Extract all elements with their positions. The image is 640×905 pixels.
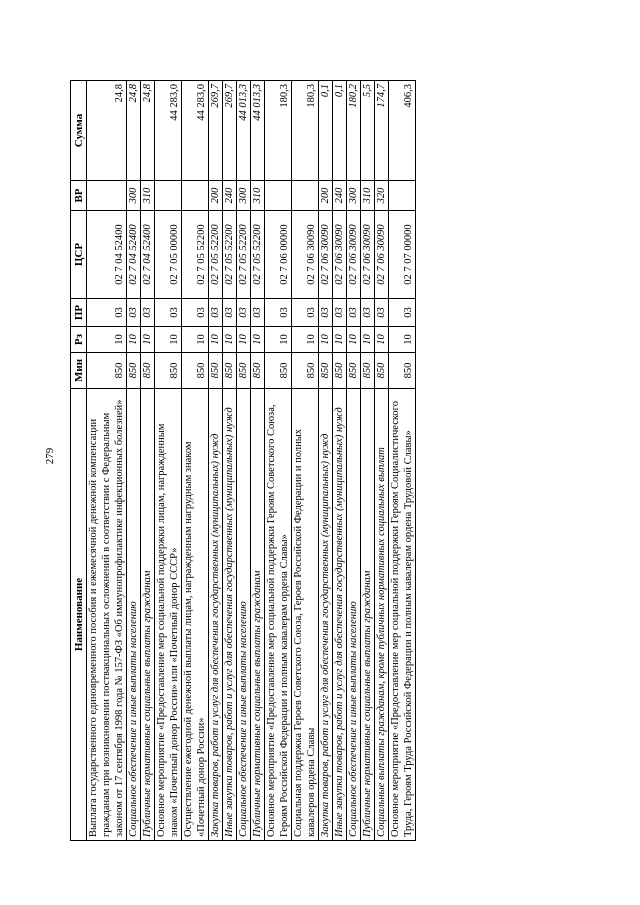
cell-csr: 02 7 06 30090 (319, 211, 333, 299)
cell-vr (265, 181, 292, 211)
header-sum: Сумма (71, 81, 87, 181)
cell-name: Основное мероприятие «Предоставление мер социальной поддержки лицам, награжденным знаком «Почетный донор России» или «Почетный донор СССР» (155, 389, 182, 841)
table-row (265, 81, 292, 841)
cell-min: 850 (333, 353, 347, 389)
cell-sum: 180,3 (265, 81, 292, 181)
cell-sum: 269,7 (223, 81, 237, 181)
cell-name: Осуществление ежегодной денежной выплаты лицам, награжденным нагрудным знаком «Почетный донор России» (182, 389, 209, 841)
cell-csr: 02 7 04 52400 (127, 211, 141, 299)
cell-vr: 320 (375, 181, 389, 211)
cell-name: Закупка товаров, работ и услуг для обеспечения государственных (муниципальных) нужд (209, 389, 223, 841)
cell-rz: 10 (127, 327, 141, 353)
cell-min: 850 (347, 353, 361, 389)
cell-rz: 10 (237, 327, 251, 353)
cell-pr: 03 (251, 299, 265, 327)
cell-vr: 300 (127, 181, 141, 211)
page-number: 279 (44, 447, 56, 465)
cell-min: 850 (265, 353, 292, 389)
header-vr: ВР (71, 181, 87, 211)
cell-sum: 0,1 (319, 81, 333, 181)
header-rz: Рз (71, 327, 87, 353)
cell-csr: 02 7 06 30090 (361, 211, 375, 299)
cell-sum: 44 013,3 (237, 81, 251, 181)
cell-csr: 02 7 05 00000 (155, 211, 182, 299)
cell-pr: 03 (292, 299, 319, 327)
table-header-row (71, 81, 87, 841)
cell-pr: 03 (389, 299, 416, 327)
cell-name: Публичные нормативные социальные выплаты гражданам (361, 389, 375, 841)
header-csr: ЦСР (71, 211, 87, 299)
cell-csr: 02 7 06 30090 (347, 211, 361, 299)
cell-pr: 03 (141, 299, 155, 327)
cell-vr: 240 (223, 181, 237, 211)
table-row (127, 81, 141, 841)
cell-csr: 02 7 05 52200 (209, 211, 223, 299)
cell-name: Основное мероприятие «Предоставление мер социальной поддержки Героям Советского Союза, Героям Российской Федерации и полным кавалерам ордена Славы» (265, 389, 292, 841)
cell-pr: 03 (265, 299, 292, 327)
cell-sum: 24,8 (141, 81, 155, 181)
cell-name: Закупка товаров, работ и услуг для обеспечения государственных (муниципальных) нужд (319, 389, 333, 841)
cell-rz: 10 (155, 327, 182, 353)
cell-vr (155, 181, 182, 211)
cell-csr: 02 7 05 52200 (223, 211, 237, 299)
cell-csr: 02 7 06 30090 (292, 211, 319, 299)
cell-min: 850 (141, 353, 155, 389)
cell-name: Выплата государственного единовременного пособия и ежемесячной денежной компенсации гражданам при возникновении поствакцинальных осложнений в соответствии с Федеральным законом от 17 сентября 1998 года № 157-ФЗ «Об иммунопрофилактике инфекционных болезней» (87, 389, 127, 841)
cell-pr: 03 (223, 299, 237, 327)
cell-rz: 10 (333, 327, 347, 353)
cell-name: Публичные нормативные социальные выплаты гражданам (141, 389, 155, 841)
cell-vr: 300 (347, 181, 361, 211)
cell-csr: 02 7 06 30090 (333, 211, 347, 299)
cell-min: 850 (292, 353, 319, 389)
table-row (333, 81, 347, 841)
cell-sum: 180,2 (347, 81, 361, 181)
cell-min: 850 (389, 353, 416, 389)
cell-csr: 02 7 05 52200 (237, 211, 251, 299)
cell-pr: 03 (209, 299, 223, 327)
cell-sum: 44 283,0 (155, 81, 182, 181)
budget-table-container (70, 81, 416, 841)
cell-min: 850 (375, 353, 389, 389)
cell-min: 850 (155, 353, 182, 389)
cell-pr: 03 (375, 299, 389, 327)
cell-pr: 03 (155, 299, 182, 327)
cell-name: Социальное обеспечение и иные выплаты населению (347, 389, 361, 841)
table-row (389, 81, 416, 841)
cell-csr: 02 7 05 52200 (182, 211, 209, 299)
cell-csr: 02 7 06 30090 (375, 211, 389, 299)
cell-min: 850 (87, 353, 127, 389)
cell-vr: 310 (141, 181, 155, 211)
cell-rz: 10 (319, 327, 333, 353)
cell-pr: 03 (333, 299, 347, 327)
cell-sum: 44 013,3 (251, 81, 265, 181)
cell-name: Социальная поддержка Героев Советского Союза, Героев Российской Федерации и полных кавалеров ордена Славы (292, 389, 319, 841)
cell-rz: 10 (182, 327, 209, 353)
table-row (375, 81, 389, 841)
cell-pr: 03 (182, 299, 209, 327)
cell-pr: 03 (347, 299, 361, 327)
table-row (347, 81, 361, 841)
cell-min: 850 (361, 353, 375, 389)
cell-pr: 03 (237, 299, 251, 327)
budget-table (70, 80, 416, 841)
cell-rz: 10 (361, 327, 375, 353)
cell-vr: 300 (237, 181, 251, 211)
cell-name: Социальные выплаты гражданам, кроме публичных нормативных социальных выплат (375, 389, 389, 841)
table-row (209, 81, 223, 841)
cell-sum: 180,3 (292, 81, 319, 181)
cell-csr: 02 7 04 52400 (87, 211, 127, 299)
table-row (251, 81, 265, 841)
table-body (87, 81, 416, 841)
cell-rz: 10 (265, 327, 292, 353)
cell-rz: 10 (251, 327, 265, 353)
cell-vr: 240 (333, 181, 347, 211)
table-row (292, 81, 319, 841)
cell-min: 850 (237, 353, 251, 389)
cell-pr: 03 (87, 299, 127, 327)
cell-rz: 10 (375, 327, 389, 353)
cell-min: 850 (223, 353, 237, 389)
cell-name: Основное мероприятие «Предоставление мер социальной поддержки Героям Социалистического Труда, Героям Труда Российской Федерации и полным кавалерам ордена Трудовой Славы» (389, 389, 416, 841)
table-row (361, 81, 375, 841)
cell-csr: 02 7 06 00000 (265, 211, 292, 299)
cell-rz: 10 (223, 327, 237, 353)
cell-rz: 10 (347, 327, 361, 353)
cell-rz: 10 (389, 327, 416, 353)
cell-pr: 03 (319, 299, 333, 327)
header-name: Наименование (71, 389, 87, 841)
cell-vr: 310 (361, 181, 375, 211)
table-row (155, 81, 182, 841)
cell-pr: 03 (127, 299, 141, 327)
cell-vr (389, 181, 416, 211)
cell-vr: 200 (209, 181, 223, 211)
cell-name: Социальное обеспечение и иные выплаты населению (237, 389, 251, 841)
header-min: Мин (71, 353, 87, 389)
cell-name: Социальное обеспечение и иные выплаты населению (127, 389, 141, 841)
cell-rz: 10 (141, 327, 155, 353)
table-row (141, 81, 155, 841)
cell-min: 850 (251, 353, 265, 389)
cell-min: 850 (182, 353, 209, 389)
cell-sum: 24,8 (127, 81, 141, 181)
cell-name: Иные закупки товаров, работ и услуг для обеспечения государственных (муниципальных) нужд (223, 389, 237, 841)
table-row (182, 81, 209, 841)
cell-sum: 0,1 (333, 81, 347, 181)
cell-rz: 10 (292, 327, 319, 353)
table-row (223, 81, 237, 841)
cell-vr (87, 181, 127, 211)
cell-vr (292, 181, 319, 211)
cell-vr (182, 181, 209, 211)
cell-sum: 406,3 (389, 81, 416, 181)
cell-min: 850 (127, 353, 141, 389)
cell-min: 850 (319, 353, 333, 389)
cell-csr: 02 7 04 52400 (141, 211, 155, 299)
cell-csr: 02 7 07 00000 (389, 211, 416, 299)
cell-sum: 5,5 (361, 81, 375, 181)
cell-sum: 269,7 (209, 81, 223, 181)
cell-name: Иные закупки товаров, работ и услуг для обеспечения государственных (муниципальных) нужд (333, 389, 347, 841)
cell-csr: 02 7 05 52200 (251, 211, 265, 299)
table-row (319, 81, 333, 841)
cell-sum: 174,7 (375, 81, 389, 181)
table-row (87, 81, 127, 841)
cell-name: Публичные нормативные социальные выплаты гражданам (251, 389, 265, 841)
cell-sum: 24,8 (87, 81, 127, 181)
cell-pr: 03 (361, 299, 375, 327)
cell-min: 850 (209, 353, 223, 389)
cell-rz: 10 (87, 327, 127, 353)
cell-rz: 10 (209, 327, 223, 353)
cell-vr: 310 (251, 181, 265, 211)
cell-vr: 200 (319, 181, 333, 211)
cell-sum: 44 283,0 (182, 81, 209, 181)
table-row (237, 81, 251, 841)
header-pr: ПР (71, 299, 87, 327)
